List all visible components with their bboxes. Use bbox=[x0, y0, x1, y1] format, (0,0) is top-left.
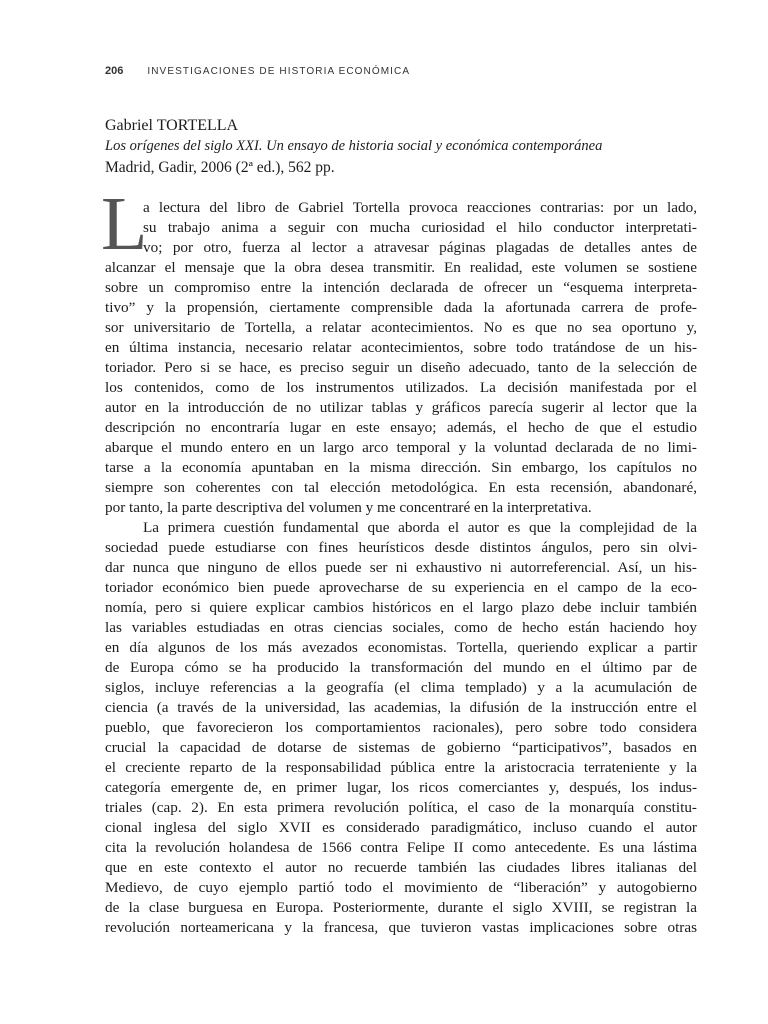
drop-cap: L bbox=[101, 182, 148, 266]
text-line: Medievo, de cuyo ejemplo partió todo el movimiento de “liberación” y autogobierno bbox=[105, 879, 697, 896]
text-line: cita la revolución holandesa de 1566 contra Felipe II como antecedente. Es una lástima bbox=[105, 839, 697, 856]
text-line: nomía, pero si quiere explicar cambios históricos en el largo plazo debe incluir también bbox=[105, 599, 697, 616]
text-line: La primera cuestión fundamental que aborda el autor es que la complejidad de la bbox=[143, 519, 697, 536]
text-line: vo; por otro, fuerza al lector a atravesar páginas plagadas de detalles antes de bbox=[143, 239, 697, 256]
text-line: tivo” y la propensión, ciertamente comprensible dada la afortunada carrera de profe- bbox=[105, 299, 697, 316]
text-line: los contenidos, como de los instrumentos utilizados. La decisión manifestada por el bbox=[105, 379, 697, 396]
text-line: en día algunos de los más avezados economistas. Tortella, queriendo explicar a partir bbox=[105, 639, 697, 656]
text-line: sobre un compromiso entre la intención declarada de ofrecer un “esquema interpreta- bbox=[105, 279, 697, 296]
text-line: cional inglesa del siglo XVII es considerado paradigmático, incluso cuando el autor bbox=[105, 819, 697, 836]
text-line: en última instancia, necesario relatar acontecimientos, sobre todo tratándose de un his- bbox=[105, 339, 697, 356]
text-line: triales (cap. 2). En esta primera revolución política, el caso de la monarquía constitu- bbox=[105, 799, 697, 816]
text-line: siempre son coherentes con tal elección metodológica. En esta recensión, abandonaré, bbox=[105, 479, 697, 496]
text-line: toriador económico bien puede aprovecharse de su experiencia en el campo de la eco- bbox=[105, 579, 697, 596]
text-line: que en este contexto el autor no recuerde también las ciudades libres italianas del bbox=[105, 859, 697, 876]
text-line: dar nunca que ninguno de ellos puede ser ni exhaustivo ni autorreferencial. Así, un his- bbox=[105, 559, 697, 576]
text-line: siglos, incluye referencias a la geografía (el clima templado) y a la acumulación de bbox=[105, 679, 697, 696]
reviewed-author: Gabriel TORTELLA bbox=[105, 117, 239, 134]
text-line: descripción no encontraría lugar en este ensayo; además, el hecho de que el estudio bbox=[105, 419, 697, 436]
text-line: por tanto, la parte descriptiva del volumen y me concentraré en la interpretativa. bbox=[105, 499, 592, 516]
text-line: tarse a la economía apuntaban en la misma dirección. Sin embargo, los capítulos no bbox=[105, 459, 697, 476]
text-line: pueblo, que favorecieron los comportamientos racionales), pero sobre todo considera bbox=[105, 719, 697, 736]
page-number: 206 bbox=[105, 65, 124, 77]
text-line: ciencia (a través de la universidad, las academias, la difusión de la instrucción entre el bbox=[105, 699, 697, 716]
text-line: su trabajo anima a seguir con mucha curiosidad el hilo conductor interpretati- bbox=[143, 219, 697, 236]
text-line: las variables estudiadas en otras ciencias sociales, como de hecho están haciendo hoy bbox=[105, 619, 697, 636]
text-line: revolución norteamericana y la francesa, que tuvieron vastas implicaciones sobre otras bbox=[105, 919, 697, 936]
text-line: a lectura del libro de Gabriel Tortella provoca reacciones contrarias: por un lado, bbox=[143, 199, 697, 216]
text-line: de Europa cómo se ha producido la transformación del mundo en el último par de bbox=[105, 659, 697, 676]
publication-details: Madrid, Gadir, 2006 (2ª ed.), 562 pp. bbox=[105, 159, 335, 176]
text-line: de la clase burguesa en Europa. Posteriormente, durante el siglo XVIII, se registran la bbox=[105, 899, 697, 916]
reviewed-title: Los orígenes del siglo XXI. Un ensayo de historia social y económica contemporánea bbox=[105, 138, 603, 154]
running-head bbox=[105, 65, 697, 77]
text-line: alcanzar el mensaje que la obra desea transmitir. En realidad, este volumen se sostiene bbox=[105, 259, 697, 276]
text-line: sociedad puede estudiarse con fines heurísticos desde distintos ángulos, pero sin olvi- bbox=[105, 539, 697, 556]
journal-title: INVESTIGACIONES DE HISTORIA ECONÓMICA bbox=[147, 66, 411, 77]
text-line: toriador. Pero si se hace, es preciso seguir un diseño adecuado, tanto de la selección de bbox=[105, 359, 697, 376]
text-line: autor en la introducción de no utilizar tablas y gráficos parecía sugerir al lector que la bbox=[105, 399, 697, 416]
review-citation bbox=[105, 115, 697, 178]
text-line: crucial la capacidad de dotarse de sistemas de gobierno “participativos”, basados en bbox=[105, 739, 697, 756]
text-line: abarque el mundo entero en un largo arco temporal y la voluntad declarada de no limi- bbox=[105, 439, 697, 456]
review-body bbox=[101, 182, 697, 938]
text-line: sor universitario de Tortella, a relatar acontecimientos. No es que no sea oportuno y, bbox=[105, 319, 697, 336]
text-line: el creciente reparto de la responsabilidad pública entre la aristocracia terrateniente y la bbox=[105, 759, 697, 776]
text-line: categoría emergente de, en primer lugar, los ricos comerciantes y, después, los indus- bbox=[105, 779, 697, 796]
